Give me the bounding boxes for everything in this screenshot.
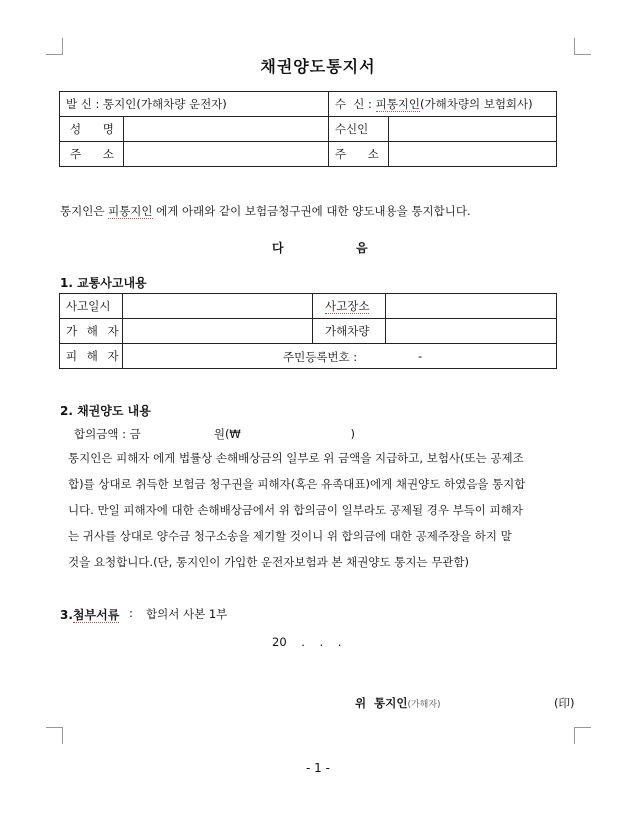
heading-eum: 음 (356, 241, 368, 255)
perpetrator-label: 가 해 자 (60, 319, 123, 344)
sender-label: 발 신 : 통지인(가해차량 운전자) (60, 92, 329, 117)
body-line: 니다. 만일 피해자에 대한 손해배상금에서 위 합의금이 일부라도 공제될 경우 부득이 피해자 (68, 503, 523, 517)
rrn-label: 주민등록번호 : (283, 350, 358, 364)
name-label: 성 명 (60, 117, 124, 142)
signature-line (355, 695, 441, 711)
address-field[interactable] (123, 142, 328, 167)
attachment-content: 합의서 사본 1부 (146, 607, 228, 621)
sender-receiver-table (59, 91, 557, 167)
settlement-amount-line: 합의금액 : 금 원(₩ ) (74, 427, 355, 441)
date-line: 20 . . . (272, 635, 342, 649)
section3-heading-word: 첨부서류 (72, 608, 120, 622)
victim-field[interactable] (123, 344, 557, 369)
receiver-address-field[interactable] (388, 142, 556, 167)
accident-location-label: 사고장소 (313, 294, 386, 319)
intro-word: 피통지인 (108, 204, 153, 218)
name-field[interactable] (123, 117, 328, 142)
receiver-label-prefix: 수 신 : (334, 97, 376, 111)
corner-mark-top-left (46, 38, 63, 55)
section2-heading: 2. 채권양도 내용 (60, 404, 151, 418)
body-line: 통지인은 피해자 에게 법률상 손해배상금의 일부로 위 금액을 지급하고, 보험사(또는 공제조 (68, 451, 524, 465)
receiver-name-field[interactable] (388, 117, 556, 142)
page-number: - 1 - (306, 761, 330, 775)
body-line: 는 귀사를 상대로 양수금 청구소송을 제기할 것이니 위 합의금에 대한 공제주장을 하지 말 (68, 529, 512, 543)
corner-mark-bottom-left (46, 727, 63, 744)
body-line: 합)를 상대로 취득한 보험금 청구권을 피해자(혹은 유족대표)에게 채권양도 하였음을 통지합 (68, 477, 526, 491)
heading-da: 다 (272, 241, 284, 255)
perpetrator-vehicle-field[interactable] (386, 319, 557, 344)
section1-heading: 1. 교통사고내용 (60, 276, 147, 290)
attachment-colon: : (129, 606, 133, 620)
signature-sub: (가해자) (407, 700, 441, 710)
assignment-body (68, 445, 578, 575)
accident-location-field[interactable] (386, 294, 557, 319)
body-line: 것을 요청합니다.(단, 통지인이 가입한 운전자보험과 본 채권양도 통지는 무관함) (68, 555, 470, 569)
receiver-label-suffix: (가해차량의 보험회사) (420, 97, 533, 111)
section3-heading (60, 606, 119, 623)
perpetrator-vehicle-label: 가해차량 (313, 319, 386, 344)
intro-suffix: 에게 아래와 같이 보험금청구권에 대한 양도내용을 통지합니다. (152, 204, 471, 218)
signature-label: 위 통지인 (355, 696, 408, 710)
perpetrator-field[interactable] (123, 319, 313, 344)
intro-paragraph (60, 203, 580, 219)
accident-datetime-field[interactable] (123, 294, 313, 319)
document-title: 채권양도통지서 (260, 57, 376, 76)
receiver-label (328, 92, 556, 117)
corner-mark-top-right (574, 38, 591, 55)
seal-mark: (印) (554, 696, 575, 710)
victim-label: 피 해 자 (60, 344, 123, 369)
receiver-label-word: 피통지인 (375, 97, 421, 111)
address-label: 주 소 (60, 142, 124, 167)
intro-prefix: 통지인은 (60, 204, 109, 218)
accident-datetime-label: 사고일시 (60, 294, 123, 319)
corner-mark-bottom-right (574, 727, 591, 744)
section3-heading-prefix: 3. (60, 608, 73, 622)
receiver-name-label: 수신인 (328, 117, 388, 142)
receiver-address-label: 주 소 (328, 142, 388, 167)
accident-table (59, 293, 557, 369)
rrn-dash: - (418, 349, 423, 363)
